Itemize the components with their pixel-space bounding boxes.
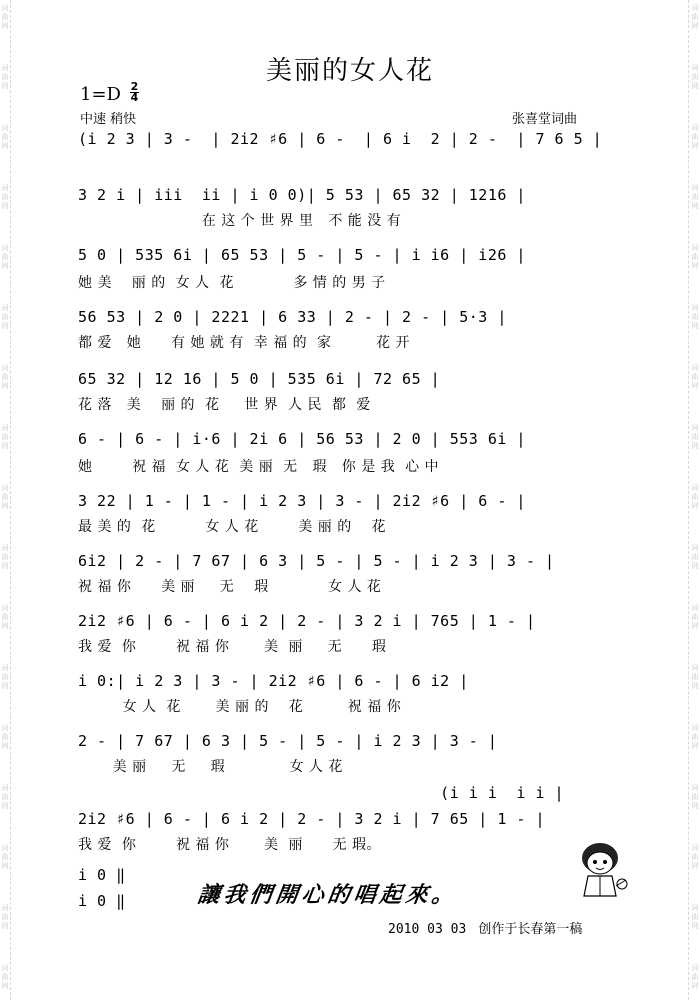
score-line-11-lyrics: 美 丽 无 瑕 女 人 花 bbox=[78, 759, 343, 775]
watermark-stamp: 词 曲 网 bbox=[1, 64, 9, 90]
watermark-stamp: 词 曲 网 bbox=[1, 724, 9, 750]
watermark-stamp: 词 曲 网 bbox=[1, 4, 9, 30]
watermark-stamp: 词 曲 网 bbox=[1, 664, 9, 690]
score-line-7-lyrics: 最 美 的 花 女 人 花 美 丽 的 花 bbox=[78, 519, 387, 535]
score-line-3-lyrics: 她 美 丽 的 女 人 花 多 情 的 男 子 bbox=[78, 275, 386, 291]
watermark-stamp: 词 曲 网 bbox=[1, 964, 9, 990]
score-line-7-notes: 3 22 | 1 - | 1 - | i 2 3 | 3 - | 2i2 ♯6 | 6 - | bbox=[78, 492, 526, 510]
watermark-stamp: 词 曲 网 bbox=[691, 124, 699, 150]
watermark-stamp: 词 曲 网 bbox=[691, 844, 699, 870]
watermark-stamp: 词 曲 网 bbox=[1, 604, 9, 630]
composer-credit: 张喜堂词曲 bbox=[512, 112, 578, 127]
watermark-stamp: 词 曲 网 bbox=[691, 544, 699, 570]
song-title: 美丽的女人花 bbox=[265, 56, 434, 86]
footer bbox=[388, 918, 582, 937]
watermark-stamp: 词 曲 网 bbox=[1, 784, 9, 810]
watermark-stamp: 词 曲 网 bbox=[1, 124, 9, 150]
watermark-stamp: 词 曲 网 bbox=[1, 544, 9, 570]
watermark-stamp: 词 曲 网 bbox=[691, 784, 699, 810]
score-line-15-notes: i 0 ‖ bbox=[78, 892, 126, 910]
slogan-text: 讓我們開心的唱起來。 bbox=[195, 882, 460, 908]
watermark-stamp: 词 曲 网 bbox=[1, 904, 9, 930]
watermark-stamp: 词 曲 网 bbox=[1, 184, 9, 210]
watermark-stamp: 词 曲 网 bbox=[691, 4, 699, 30]
score-line-8-notes: 6i2 | 2 - | 7 67 | 6 3 | 5 - | 5 - | i 2 3 | 3 - | bbox=[78, 552, 555, 570]
score-line-2-notes: 3 2 i | iii ii | i 0 0)| 5 53 | 65 32 | 1216 | bbox=[78, 186, 526, 204]
score-line-4-notes: 56 53 | 2 0 | 2221 | 6 33 | 2 - | 2 - | 5·3 | bbox=[78, 308, 507, 326]
watermark-stamp: 词 曲 网 bbox=[691, 664, 699, 690]
watermark-stamp: 词 曲 网 bbox=[691, 724, 699, 750]
score-line-6-lyrics: 她 祝 福 女 人 花 美 丽 无 瑕 你 是 我 心 中 bbox=[78, 459, 440, 475]
watermark-stamp: 词 曲 网 bbox=[1, 844, 9, 870]
score-line-9-lyrics: 我 爱 你 祝 福 你 美 丽 无 瑕 bbox=[78, 639, 387, 655]
score-line-10-notes: i 0:| i 2 3 | 3 - | 2i2 ♯6 | 6 - | 6 i2 | bbox=[78, 672, 469, 690]
score-line-13-lyrics: 我 爱 你 祝 福 你 美 丽 无 瑕。 bbox=[78, 837, 382, 853]
score-line-11-notes: 2 - | 7 67 | 6 3 | 5 - | 5 - | i 2 3 | 3 - | bbox=[78, 732, 498, 750]
score-line-3-notes: 5 0 | 535 6i | 65 53 | 5 - | 5 - | i i6 | i26 | bbox=[78, 246, 526, 264]
key-signature: 1=D bbox=[80, 84, 121, 105]
score-line-6-notes: 6 - | 6 - | i·6 | 2i 6 | 56 53 | 2 0 | 553 6i | bbox=[78, 430, 526, 448]
footer-date: 2010 03 03 bbox=[388, 922, 467, 937]
watermark-stamp: 词 曲 网 bbox=[1, 244, 9, 270]
score-line-12-notes: (i i i i i | bbox=[78, 784, 565, 802]
watermark-stamp: 词 曲 网 bbox=[691, 304, 699, 330]
time-signature bbox=[130, 82, 139, 103]
score-line-4-lyrics: 都 爱 她 有 她 就 有 幸 福 的 家 花 开 bbox=[78, 335, 411, 351]
score-line-5-notes: 65 32 | 12 16 | 5 0 | 535 6i | 72 65 | bbox=[78, 370, 441, 388]
watermark-stamp: 词 曲 网 bbox=[691, 604, 699, 630]
cartoon-child-icon bbox=[570, 836, 636, 902]
watermark-stamp: 词 曲 网 bbox=[1, 304, 9, 330]
watermark-stamp: 词 曲 网 bbox=[691, 64, 699, 90]
watermark-stamp: 词 曲 网 bbox=[1, 424, 9, 450]
score-line-5-lyrics: 花 落 美 丽 的 花 世 界 人 民 都 爱 bbox=[78, 397, 371, 413]
score-line-9-notes: 2i2 ♯6 | 6 - | 6 i 2 | 2 - | 3 2 i | 765 | 1 - | bbox=[78, 612, 536, 630]
score-line-2-lyrics: 在 这 个 世 界 里 不 能 没 有 bbox=[78, 213, 402, 229]
watermark-stamp: 词 曲 网 bbox=[691, 184, 699, 210]
watermark-stamp: 词 曲 网 bbox=[691, 904, 699, 930]
score-line-1-notes: (i 2 3 | 3 - | 2i2 ♯6 | 6 - | 6 i 2 | 2 - | 7 6 5 | bbox=[78, 130, 603, 148]
score-line-13-notes: 2i2 ♯6 | 6 - | 6 i 2 | 2 - | 3 2 i | 7 65 | 1 - | bbox=[78, 810, 546, 828]
watermark-stamp: 词 曲 网 bbox=[691, 244, 699, 270]
left-dashed-border bbox=[10, 0, 12, 1000]
watermark-stamp: 词 曲 网 bbox=[691, 424, 699, 450]
watermark-stamp: 词 曲 网 bbox=[691, 364, 699, 390]
meter-bottom: 4 bbox=[130, 91, 139, 104]
score-line-8-lyrics: 祝 福 你 美 丽 无 瑕 女 人 花 bbox=[78, 579, 382, 595]
meter-top: 2 bbox=[130, 80, 139, 93]
watermark-stamp: 词 曲 网 bbox=[691, 964, 699, 990]
watermark-stamp: 词 曲 网 bbox=[1, 364, 9, 390]
score-line-14-notes: i 0 ‖ bbox=[78, 866, 126, 884]
score-line-10-lyrics: 女 人 花 美 丽 的 花 祝 福 你 bbox=[78, 699, 402, 715]
footer-note: 创作于长春第一稿 bbox=[478, 922, 583, 937]
watermark-stamp: 词 曲 网 bbox=[1, 484, 9, 510]
watermark-stamp: 词 曲 网 bbox=[691, 484, 699, 510]
tempo-marking: 中速 稍快 bbox=[80, 112, 137, 127]
